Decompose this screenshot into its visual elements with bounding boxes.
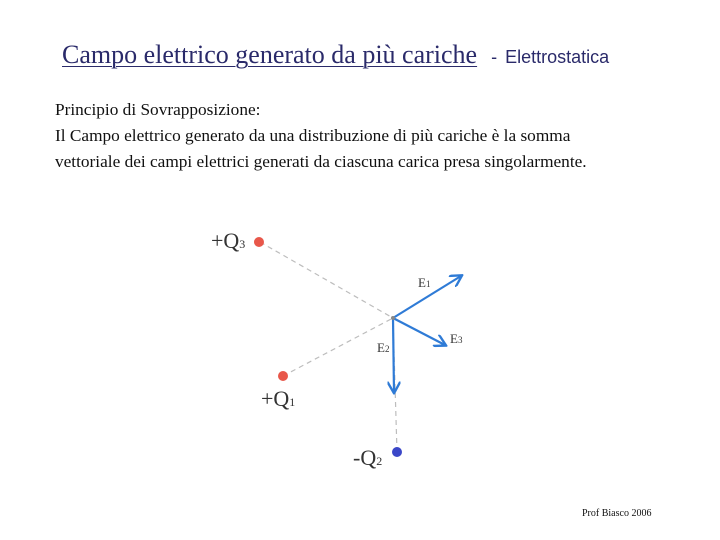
vector-e1-label: E1 (418, 275, 431, 290)
field-point (391, 316, 395, 320)
principle-heading: Principio di Sovrapposizione: (55, 100, 261, 119)
page-title: Campo elettrico generato da più cariche (62, 40, 478, 69)
charge-q1-dot (278, 371, 288, 381)
charge-q3-dot (254, 237, 264, 247)
principle-line-2: vettoriale dei campi elettrici generati da ciascuna carica presa singolarmente. (55, 152, 587, 171)
charge-q1-label: +Q1 (261, 386, 296, 411)
vector-e2-arrow (393, 318, 394, 392)
charge-q2-dot (392, 447, 402, 457)
charge-q3-label: +Q3 (211, 228, 246, 253)
principle-line-1: Il Campo elettrico generato da una distribuzione di più cariche è la somma (55, 126, 571, 145)
dashed-line-q3 (260, 242, 393, 318)
title-separator: - (491, 47, 498, 67)
footer-credit: Prof Biasco 2006 (582, 508, 652, 519)
charge-q2-label: -Q2 (353, 445, 383, 470)
vector-e2-label: E2 (377, 340, 390, 355)
page-subtitle: Elettrostatica (505, 47, 610, 67)
vector-e3-arrow (393, 318, 445, 345)
vector-e3-label: E3 (450, 331, 463, 346)
